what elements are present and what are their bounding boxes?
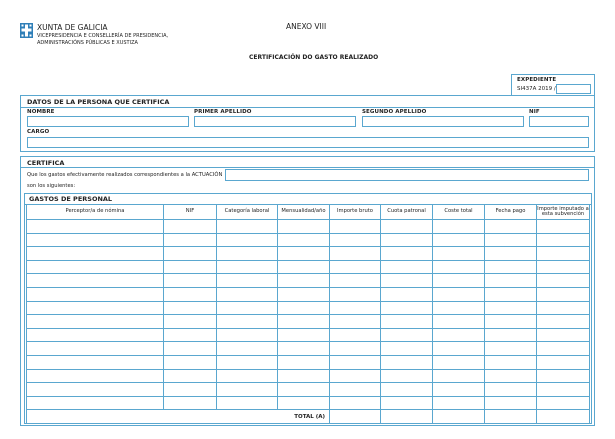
table-cell[interactable] [278, 315, 330, 329]
col-coste-total: Coste total [433, 205, 485, 220]
table-cell[interactable] [217, 287, 278, 301]
primer-apellido-label: PRIMER APELLIDO [194, 109, 252, 115]
table-cell[interactable] [27, 383, 164, 397]
table-cell[interactable] [217, 301, 278, 315]
person-section-title: DATOS DE LA PERSONA QUE CERTIFICA [27, 98, 170, 106]
total-importe-bruto[interactable] [330, 410, 381, 424]
table-cell[interactable] [381, 328, 433, 342]
table-cell[interactable] [164, 247, 217, 261]
xunta-cross-icon [20, 23, 33, 38]
table-cell[interactable] [27, 301, 164, 315]
table-cell[interactable] [485, 274, 537, 288]
table-cell[interactable] [278, 233, 330, 247]
table-cell[interactable] [433, 396, 485, 410]
table-cell[interactable] [537, 247, 590, 261]
table-cell[interactable] [217, 247, 278, 261]
dept-line-2: ADMINISTRACIÓNS PÚBLICAS E XUSTIZA [37, 39, 138, 46]
table-cell[interactable] [164, 383, 217, 397]
table-row [27, 287, 590, 301]
table-cell[interactable] [217, 274, 278, 288]
table-cell[interactable] [217, 220, 278, 234]
xunta-logo [20, 23, 33, 38]
table-cell[interactable] [537, 220, 590, 234]
table-cell[interactable] [27, 342, 164, 356]
col-mensualidad: Mensualidad/año [278, 205, 330, 220]
table-cell[interactable] [537, 396, 590, 410]
table-row [27, 233, 590, 247]
table-row [27, 342, 590, 356]
annex-title: ANEXO VIII [286, 22, 327, 31]
table-cell[interactable] [164, 233, 217, 247]
col-categoria: Categoría laboral [217, 205, 278, 220]
table-cell[interactable] [27, 396, 164, 410]
table-cell[interactable] [433, 301, 485, 315]
certifica-text-2: son los siguientes: [27, 183, 76, 189]
table-cell[interactable] [433, 369, 485, 383]
table-cell[interactable] [330, 301, 381, 315]
expediente-box [511, 74, 595, 96]
table-cell[interactable] [433, 315, 485, 329]
primer-apellido-field[interactable] [194, 116, 356, 127]
gastos-header-row [27, 205, 590, 220]
table-cell[interactable] [433, 355, 485, 369]
table-cell[interactable] [278, 396, 330, 410]
gastos-table [26, 204, 590, 424]
table-cell[interactable] [27, 247, 164, 261]
table-cell[interactable] [381, 260, 433, 274]
table-row [27, 274, 590, 288]
total-cuota-patronal[interactable] [381, 410, 433, 424]
gastos-body [27, 220, 590, 410]
table-row [27, 355, 590, 369]
table-cell[interactable] [164, 274, 217, 288]
table-cell[interactable] [164, 315, 217, 329]
table-cell[interactable] [330, 287, 381, 301]
table-row [27, 369, 590, 383]
table-cell[interactable] [485, 369, 537, 383]
table-cell[interactable] [330, 260, 381, 274]
table-cell[interactable] [485, 355, 537, 369]
segundo-apellido-field[interactable] [362, 116, 524, 127]
dept-line-1: VICEPRESIDENCIA E CONSELLERÍA DE PRESIDENCIA, [37, 33, 169, 39]
table-cell[interactable] [537, 342, 590, 356]
total-importe-imputado[interactable] [537, 410, 590, 424]
nif-field[interactable] [529, 116, 589, 127]
table-row [27, 247, 590, 261]
table-cell[interactable] [27, 328, 164, 342]
table-cell[interactable] [381, 220, 433, 234]
table-cell[interactable] [330, 369, 381, 383]
person-section [20, 95, 595, 152]
table-cell[interactable] [537, 274, 590, 288]
table-cell[interactable] [330, 247, 381, 261]
table-cell[interactable] [164, 287, 217, 301]
table-cell[interactable] [537, 355, 590, 369]
table-cell[interactable] [537, 328, 590, 342]
expediente-number-field[interactable] [556, 84, 591, 94]
table-cell[interactable] [485, 260, 537, 274]
table-cell[interactable] [278, 247, 330, 261]
person-title-divider [21, 107, 594, 108]
nif-label: NIF [529, 109, 540, 115]
table-cell[interactable] [330, 274, 381, 288]
table-cell[interactable] [381, 247, 433, 261]
table-cell[interactable] [217, 396, 278, 410]
table-cell[interactable] [381, 287, 433, 301]
table-cell[interactable] [381, 233, 433, 247]
table-cell[interactable] [537, 369, 590, 383]
table-cell[interactable] [330, 328, 381, 342]
table-cell[interactable] [381, 342, 433, 356]
table-cell[interactable] [433, 274, 485, 288]
cargo-label: CARGO [27, 129, 50, 135]
table-cell[interactable] [537, 383, 590, 397]
table-cell[interactable] [485, 396, 537, 410]
table-cell[interactable] [164, 342, 217, 356]
table-cell[interactable] [537, 287, 590, 301]
table-cell[interactable] [27, 274, 164, 288]
table-cell[interactable] [278, 328, 330, 342]
table-cell[interactable] [278, 301, 330, 315]
table-cell[interactable] [27, 233, 164, 247]
table-cell[interactable] [217, 260, 278, 274]
logo-name: XUNTA DE GALICIA [37, 23, 108, 32]
table-cell[interactable] [278, 220, 330, 234]
table-row [27, 315, 590, 329]
table-cell[interactable] [433, 233, 485, 247]
table-cell[interactable] [433, 328, 485, 342]
nombre-label: NOMBRE [27, 109, 55, 115]
table-cell[interactable] [164, 355, 217, 369]
table-cell[interactable] [217, 315, 278, 329]
segundo-apellido-label: SEGUNDO APELLIDO [362, 109, 427, 115]
table-cell[interactable] [217, 355, 278, 369]
table-cell[interactable] [27, 287, 164, 301]
table-cell[interactable] [217, 328, 278, 342]
table-cell[interactable] [164, 328, 217, 342]
table-cell[interactable] [537, 301, 590, 315]
table-cell[interactable] [330, 383, 381, 397]
table-cell[interactable] [278, 383, 330, 397]
table-cell[interactable] [217, 342, 278, 356]
table-cell[interactable] [485, 301, 537, 315]
table-cell[interactable] [485, 342, 537, 356]
certifica-text-1: Que los gastos efectivamente realizados correspondientes a la ACTUACIÓN [27, 172, 223, 178]
table-cell[interactable] [381, 369, 433, 383]
table-cell[interactable] [537, 233, 590, 247]
table-row [27, 396, 590, 410]
table-cell[interactable] [27, 260, 164, 274]
total-blank [485, 410, 537, 424]
table-row [27, 383, 590, 397]
expediente-label: EXPEDIENTE [517, 77, 557, 83]
table-row [27, 328, 590, 342]
table-cell[interactable] [217, 369, 278, 383]
table-cell[interactable] [330, 396, 381, 410]
table-row [27, 220, 590, 234]
col-cuota-patronal: Cuota patronal [381, 205, 433, 220]
table-cell[interactable] [278, 342, 330, 356]
actuacion-field[interactable] [225, 169, 589, 181]
table-cell[interactable] [485, 383, 537, 397]
table-cell[interactable] [278, 287, 330, 301]
table-cell[interactable] [433, 260, 485, 274]
cargo-field[interactable] [27, 137, 589, 148]
table-cell[interactable] [537, 260, 590, 274]
table-cell[interactable] [433, 383, 485, 397]
table-cell[interactable] [27, 355, 164, 369]
table-cell[interactable] [164, 301, 217, 315]
col-importe-bruto: Importe bruto [330, 205, 381, 220]
table-cell[interactable] [27, 369, 164, 383]
col-fecha-pago: Fecha pago [485, 205, 537, 220]
table-cell[interactable] [278, 274, 330, 288]
table-cell[interactable] [217, 233, 278, 247]
table-cell[interactable] [27, 315, 164, 329]
table-cell[interactable] [381, 315, 433, 329]
table-cell[interactable] [433, 342, 485, 356]
table-row [27, 260, 590, 274]
expediente-code: SI437A 2019 / [517, 86, 556, 92]
certifica-title-divider [21, 167, 594, 168]
table-cell[interactable] [381, 355, 433, 369]
total-label: TOTAL (A) [27, 410, 330, 424]
table-cell[interactable] [485, 233, 537, 247]
table-cell[interactable] [433, 287, 485, 301]
table-cell[interactable] [433, 220, 485, 234]
table-cell[interactable] [330, 315, 381, 329]
table-cell[interactable] [485, 247, 537, 261]
table-cell[interactable] [217, 383, 278, 397]
col-nif: NIF [164, 205, 217, 220]
document-title: CERTIFICACIÓN DO GASTO REALIZADO [249, 54, 379, 61]
table-cell[interactable] [485, 315, 537, 329]
table-cell[interactable] [278, 369, 330, 383]
table-cell[interactable] [381, 383, 433, 397]
table-cell[interactable] [381, 301, 433, 315]
table-cell[interactable] [278, 355, 330, 369]
gastos-title: GASTOS DE PERSONAL [29, 195, 113, 203]
table-cell[interactable] [164, 260, 217, 274]
col-perceptor: Perceptor/a de nómina [27, 205, 164, 220]
total-coste-total[interactable] [433, 410, 485, 424]
certifica-title: CERTIFICA [27, 159, 65, 167]
table-cell[interactable] [485, 220, 537, 234]
nombre-field[interactable] [27, 116, 189, 127]
total-row [27, 410, 590, 424]
table-cell[interactable] [164, 396, 217, 410]
table-cell[interactable] [164, 220, 217, 234]
table-cell[interactable] [537, 315, 590, 329]
col-importe-imputado: Importe imputado a esta subvención [537, 205, 590, 220]
table-cell[interactable] [381, 274, 433, 288]
table-cell[interactable] [485, 328, 537, 342]
table-cell[interactable] [330, 355, 381, 369]
table-row [27, 301, 590, 315]
table-cell[interactable] [330, 220, 381, 234]
table-cell[interactable] [433, 247, 485, 261]
table-cell[interactable] [330, 342, 381, 356]
table-cell[interactable] [278, 260, 330, 274]
table-cell[interactable] [164, 369, 217, 383]
table-cell[interactable] [381, 396, 433, 410]
table-cell[interactable] [330, 233, 381, 247]
table-cell[interactable] [485, 287, 537, 301]
table-cell[interactable] [27, 220, 164, 234]
